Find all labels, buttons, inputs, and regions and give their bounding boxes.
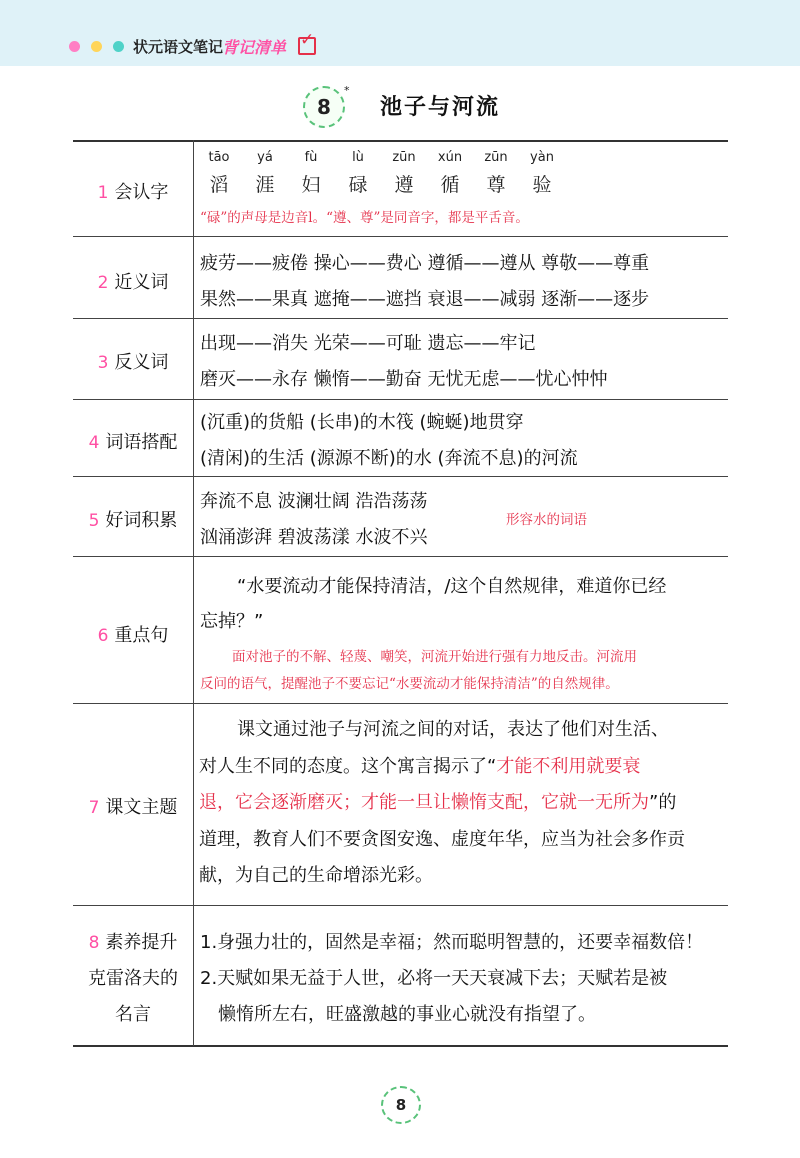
section-label-4 — [73, 428, 193, 454]
pinyin-5: zūn — [392, 150, 416, 165]
row-divider — [73, 318, 728, 319]
section-number: 7 — [88, 798, 100, 818]
yellow-dot-icon — [91, 41, 102, 52]
section-number: 6 — [97, 626, 109, 646]
quote-2: 2.天赋如果无益于人世，必将一天天衰减下去；天赋若是被 — [200, 968, 668, 989]
hanzi-5: 遵 — [394, 174, 414, 196]
section-number: 8 — [88, 933, 100, 953]
hanzi-7: 尊 — [486, 174, 506, 196]
hanzi-1: 滔 — [209, 174, 229, 196]
section-number: 4 — [88, 433, 100, 453]
theme-text: 道理，教育人们不要贪图安逸、虚度年华，应当为社会多作贡 — [199, 828, 685, 850]
collocation-line-2: (清闲)的生活 (源源不断)的水 (奔流不息)的河流 — [200, 448, 578, 469]
theme-line-3 — [199, 785, 685, 822]
synonym-line-1: 疲劳——疲倦 操心——费心 遵循——遵从 尊敬——尊重 — [200, 253, 650, 274]
lesson-star: * — [344, 84, 350, 97]
lesson-title: 池子与河流 — [380, 95, 501, 120]
section-label-3 — [73, 348, 193, 374]
section-label-1 — [73, 178, 193, 204]
theme-text: 献，为自己的生命增添光彩。 — [199, 865, 433, 886]
hanzi-4: 碌 — [348, 174, 368, 196]
theme-line-4 — [199, 822, 685, 859]
section-label-6 — [73, 621, 193, 647]
theme-line-5 — [199, 858, 685, 895]
section-title: 会认字 — [114, 182, 169, 203]
antonym-line-1: 出现——消失 光荣——可耻 遗忘——牢记 — [200, 333, 536, 354]
theme-highlight: 退，它会逐渐磨灭；才能一旦让懒惰支配，它就一无所为 — [199, 792, 649, 813]
section-label-7 — [73, 793, 193, 819]
table-bottom-border — [73, 1045, 728, 1047]
quote-1: 1.身强力壮的，固然是幸福；然而聪明智慧的，还要幸福数倍！ — [200, 932, 704, 953]
theme-text: 对人生不同的态度。这个寓言揭示了“ — [199, 755, 497, 777]
section-title: 重点句 — [114, 625, 169, 646]
theme-line-2 — [199, 749, 685, 786]
theme-highlight: 才能不利用就要衰 — [496, 755, 641, 777]
brand-title: 状元语文笔记 — [133, 38, 224, 56]
key-sentence-note-1: 面对池子的不解、轻蔑、嘲笑，河流开始进行强有力地反击。河流用 — [232, 649, 637, 665]
key-sentence-line-2: 忘掉？” — [200, 611, 264, 632]
theme-text: 课文通过池子与河流之间的对话，表达了他们对生活、 — [237, 719, 669, 740]
section-title: 近义词 — [114, 272, 169, 293]
pinyin-2: yá — [257, 150, 273, 165]
section-label-8 — [73, 928, 193, 954]
pinyin-4: lù — [352, 150, 364, 165]
section-label-5 — [73, 506, 193, 532]
brand-subtitle: 背记清单 — [222, 38, 287, 57]
section-title: 反义词 — [114, 352, 169, 373]
row-divider — [73, 476, 728, 477]
hanzi-8: 验 — [532, 174, 552, 196]
theme-line-1 — [199, 712, 685, 749]
column-divider — [193, 140, 194, 1046]
key-sentence-line-1: “水要流动才能保持清洁，/这个自然规律，难道你已经 — [237, 576, 667, 597]
section-label-8-line-3: 名言 — [115, 1004, 151, 1025]
section-title: 课文主题 — [105, 797, 178, 818]
good-words-line-1: 奔流不息 波澜壮阔 浩浩荡荡 — [200, 491, 428, 512]
section-number: 2 — [97, 273, 109, 293]
pinyin-3: fù — [304, 150, 318, 165]
row-divider — [73, 399, 728, 400]
annotation-note: “碌”的声母是边音l。“遵、尊”是同音字，都是平舌音。 — [200, 210, 529, 226]
key-sentence-note-2: 反问的语气，提醒池子不要忘记“水要流动才能保持清洁”的自然规律。 — [200, 676, 619, 692]
teal-dot-icon — [113, 41, 124, 52]
row-divider — [73, 236, 728, 237]
row-divider — [73, 703, 728, 704]
header-bar — [0, 0, 800, 66]
theme-text: ”的 — [649, 792, 677, 813]
quote-2-continued: 懒惰所左右，旺盛激越的事业心就没有指望了。 — [218, 1004, 596, 1025]
table-top-border — [73, 140, 728, 142]
section-label-2 — [73, 268, 193, 294]
check-mark-icon: ✓ — [300, 30, 315, 50]
pinyin-6: xún — [437, 150, 463, 165]
synonym-line-2: 果然——果真 遮掩——遮挡 衰退——减弱 逐渐——逐步 — [200, 289, 650, 310]
section-number: 1 — [97, 183, 109, 203]
good-words-note: 形容水的词语 — [506, 512, 587, 528]
hanzi-6: 循 — [440, 174, 460, 196]
section-title: 素养提升 — [105, 932, 178, 953]
hanzi-2: 涯 — [255, 174, 275, 196]
section-title: 好词积累 — [105, 510, 178, 531]
section-number: 3 — [97, 353, 109, 373]
pink-dot-icon — [69, 41, 80, 52]
row-divider — [73, 556, 728, 557]
row-divider — [73, 905, 728, 906]
section-title: 词语搭配 — [105, 432, 178, 453]
theme-paragraph — [199, 712, 685, 895]
pinyin-8: yàn — [530, 150, 554, 165]
collocation-line-1: (沉重)的货船 (长串)的木筏 (蜿蜒)地贯穿 — [200, 412, 524, 433]
good-words-line-2: 汹涌澎湃 碧波荡漾 水波不兴 — [200, 527, 428, 548]
pinyin-7: zūn — [484, 150, 508, 165]
page-number: 8 — [381, 1086, 421, 1124]
section-label-8-line-2: 克雷洛夫的 — [88, 968, 178, 989]
lesson-number-badge: 8 — [303, 86, 345, 128]
section-number: 5 — [88, 511, 100, 531]
pinyin-1: tāo — [208, 150, 230, 165]
antonym-line-2: 磨灭——永存 懒惰——勤奋 无忧无虑——忧心忡忡 — [200, 369, 608, 390]
hanzi-3: 妇 — [301, 174, 321, 196]
